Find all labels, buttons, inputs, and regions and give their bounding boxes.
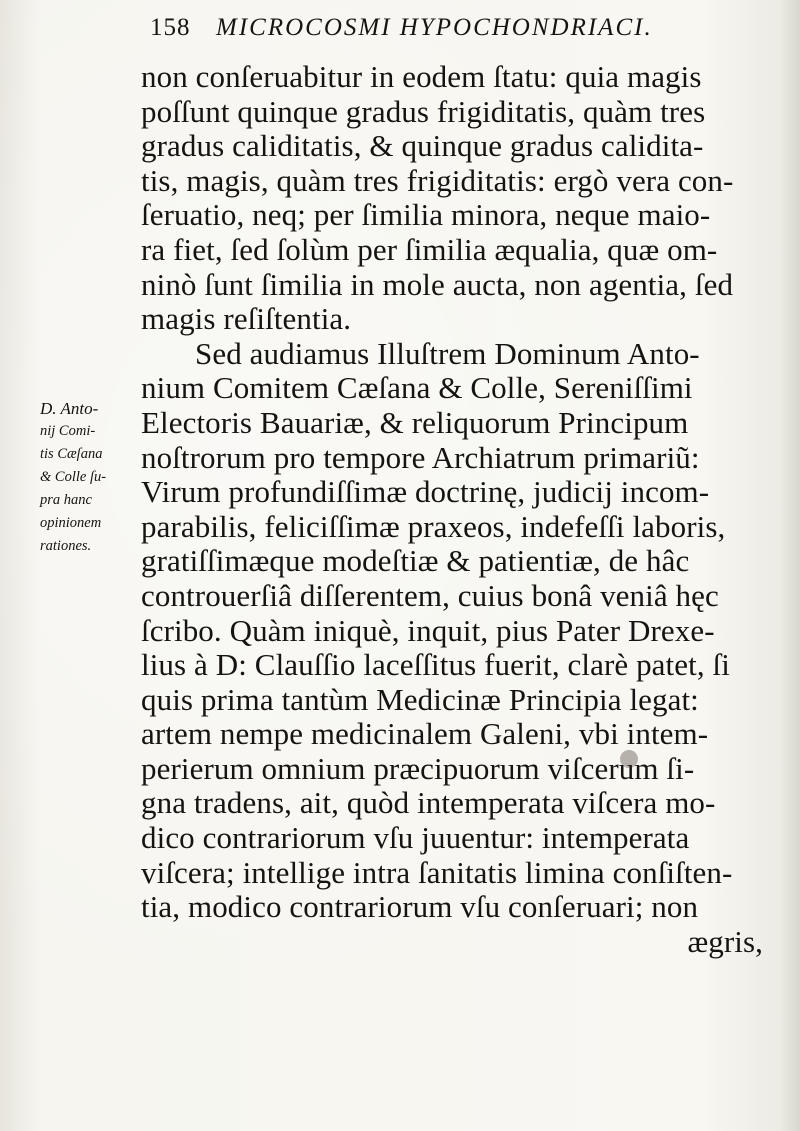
text-line: tia, modico contrariorum vſu conſeruari; non xyxy=(141,889,699,925)
running-title: MICROCOSMI HYPOCHONDRIACI. xyxy=(216,14,653,41)
text-line: dico contrariorum vſu juuentur: intemperata xyxy=(141,820,690,856)
marginal-note-line: pra hanc xyxy=(40,492,92,508)
marginal-note-line: tis Cæſana xyxy=(40,446,103,462)
text-line: Electoris Bauariæ, & reliquorum Principum xyxy=(141,404,689,440)
text-line: quis prima tantùm Medicinæ Principia legat: xyxy=(141,681,699,717)
marginal-note-line: opinionem xyxy=(40,515,102,531)
text-line: noſtrorum pro tempore Archiatrum primariũ: xyxy=(141,439,700,475)
page-number: 158 xyxy=(150,14,191,41)
text-line: Virum profundiſſimæ doctrinę, judicij incom- xyxy=(141,474,710,510)
marginal-note xyxy=(40,397,140,558)
text-line: tis, magis, quàm tres frigiditatis: ergò vera con- xyxy=(141,162,734,198)
marginal-note-line: nij Comi- xyxy=(40,423,96,439)
text-line: ra fiet, ſed ſolùm per ſimilia æqualia, quæ om- xyxy=(141,231,718,267)
catchword: ægris, xyxy=(687,923,763,959)
body-text xyxy=(141,60,791,959)
text-line: nium Comitem Cæſana & Colle, Sereniſſimi xyxy=(141,370,693,406)
text-line: non conſeruabitur in eodem ſtatu: quia magis xyxy=(141,59,702,94)
text-line: controuerſiâ diſſerentem, cuius bonâ veniâ hęc xyxy=(141,577,719,613)
text-line: ninò ſunt ſimilia in mole aucta, non agentia, ſed xyxy=(141,266,734,302)
text-line: artem nempe medicinalem Galeni, vbi intem- xyxy=(141,716,709,752)
marginal-note-line: D. Anto- xyxy=(40,399,99,418)
text-line: poſſunt quinque gradus frigiditatis, quàm tres xyxy=(141,93,706,129)
text-line: parabilis, feliciſſimæ praxeos, indefeſſi laboris, xyxy=(141,508,726,544)
text-line: perierum omnium præcipuorum viſcerum ſi- xyxy=(141,750,695,786)
marginal-note-line: & Colle ſu- xyxy=(40,469,107,485)
page-header xyxy=(150,12,790,52)
text-line: ſeruatio, neq; per ſimilia minora, neque maio- xyxy=(141,197,711,233)
text-line: viſcera; intellige intra ſanitatis limina conſiſten- xyxy=(141,854,733,890)
text-line: gradus caliditatis, & quinque gradus calidita- xyxy=(141,128,704,164)
ink-stain xyxy=(620,750,638,768)
text-line: gna tradens, ait, quòd intemperata viſcera mo- xyxy=(141,785,716,821)
text-line: magis reſiſtentia. xyxy=(141,301,352,337)
text-line: Sed audiamus Illuſtrem Dominum Anto- xyxy=(195,335,700,371)
marginal-note-line: rationes. xyxy=(40,538,92,554)
text-line: gratiſſimæque modeſtiæ & patientiæ, de hâc xyxy=(141,543,690,579)
bleed-through-text xyxy=(170,1070,730,1120)
text-line: lius à D: Clauſſio laceſſitus fuerit, clarè patet, ſi xyxy=(141,647,730,683)
text-line: ſcribo. Quàm iniquè, inquit, pius Pater Drexe- xyxy=(141,612,715,648)
